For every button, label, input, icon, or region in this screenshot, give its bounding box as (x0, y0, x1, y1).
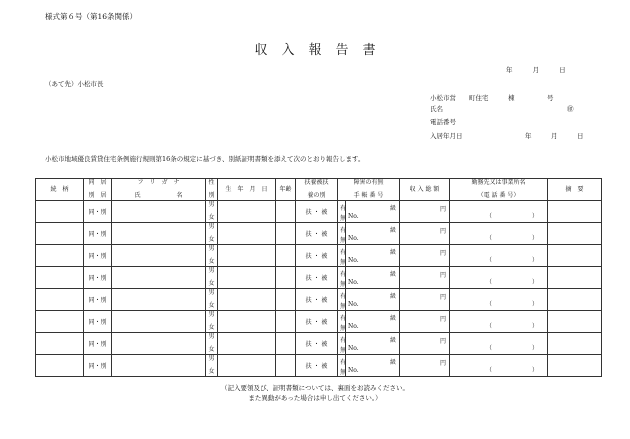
table-row (36, 201, 602, 223)
household-table (35, 178, 602, 377)
name-cell[interactable] (112, 333, 206, 355)
remarks-cell[interactable] (548, 201, 602, 223)
table-row (36, 267, 602, 289)
dob-cell[interactable] (218, 245, 276, 267)
dependent-cell[interactable]: 扶 ・ 被 (296, 311, 338, 333)
relation-cell[interactable] (36, 267, 84, 289)
reporter-address[interactable]: 小松市営 町住宅 棟 号 (430, 94, 554, 102)
cohab-cell[interactable]: 同・別 (84, 267, 112, 289)
income-cell[interactable]: 円 (400, 289, 450, 311)
header-employer: 勤務先又は事業所名 （電 話 番 号） (450, 179, 548, 201)
header-dependent: 扶養被扶 養の別 (296, 179, 338, 201)
employer-cell[interactable]: （ ） (450, 355, 548, 377)
dob-cell[interactable] (218, 267, 276, 289)
seal-mark: ㊞ (567, 105, 574, 113)
header-dob: 生 年 月 日 (218, 179, 276, 201)
remarks-cell[interactable] (548, 355, 602, 377)
employer-cell[interactable]: （ ） (450, 245, 548, 267)
age-cell[interactable] (276, 355, 296, 377)
table-row (36, 355, 602, 377)
disability-cell[interactable]: 有 級 無 No. (338, 245, 400, 267)
dob-cell[interactable] (218, 311, 276, 333)
dependent-cell[interactable]: 扶 ・ 被 (296, 245, 338, 267)
dependent-cell[interactable]: 扶 ・ 被 (296, 201, 338, 223)
disability-cell[interactable]: 有 級 無 No. (338, 311, 400, 333)
relation-cell[interactable] (36, 355, 84, 377)
dob-cell[interactable] (218, 333, 276, 355)
dob-cell[interactable] (218, 355, 276, 377)
addressee: （あて先）小松市長 (45, 80, 104, 88)
cohab-cell[interactable]: 同・別 (84, 333, 112, 355)
header-relation: 続 柄 (36, 179, 84, 201)
remarks-cell[interactable] (548, 223, 602, 245)
relation-cell[interactable] (36, 289, 84, 311)
name-cell[interactable] (112, 245, 206, 267)
income-cell[interactable]: 円 (400, 355, 450, 377)
employer-cell[interactable]: （ ） (450, 289, 548, 311)
dependent-cell[interactable]: 扶 ・ 被 (296, 355, 338, 377)
cohab-cell[interactable]: 同・別 (84, 201, 112, 223)
sex-cell[interactable]: 男 女 (206, 267, 218, 289)
disability-cell[interactable]: 有 級 無 No. (338, 267, 400, 289)
table-header-row (36, 179, 602, 201)
intro-text: 小松市地域優良賃貸住宅条例施行規則第16条の規定に基づき、別紙証明書類を添えて次のとおり報告します。 (45, 155, 365, 163)
employer-cell[interactable]: （ ） (450, 333, 548, 355)
income-cell[interactable]: 円 (400, 223, 450, 245)
name-cell[interactable] (112, 311, 206, 333)
disability-cell[interactable]: 有 級 無 No. (338, 289, 400, 311)
relation-cell[interactable] (36, 333, 84, 355)
reporter-phone-label: 電話番号 (430, 118, 456, 126)
form-number: 様式第６号（第16条関係） (45, 12, 138, 21)
remarks-cell[interactable] (548, 245, 602, 267)
dob-cell[interactable] (218, 201, 276, 223)
move-in-label: 入居年月日 (430, 132, 463, 140)
age-cell[interactable] (276, 223, 296, 245)
header-sex: 性 別 (206, 179, 218, 201)
remarks-cell[interactable] (548, 333, 602, 355)
page-title: 収入報告書 (254, 43, 390, 58)
relation-cell[interactable] (36, 311, 84, 333)
cohab-cell[interactable]: 同・別 (84, 355, 112, 377)
employer-cell[interactable]: （ ） (450, 267, 548, 289)
employer-cell[interactable]: （ ） (450, 223, 548, 245)
cohab-cell[interactable]: 同・別 (84, 289, 112, 311)
relation-cell[interactable] (36, 201, 84, 223)
name-cell[interactable] (112, 201, 206, 223)
disability-cell[interactable]: 有 級 無 No. (338, 333, 400, 355)
cohab-cell[interactable]: 同・別 (84, 311, 112, 333)
income-cell[interactable]: 円 (400, 333, 450, 355)
reporter-name-label: 氏名 (430, 105, 443, 113)
footer-note-2: また異動があった場合は申し出てください。） (248, 394, 382, 402)
dependent-cell[interactable]: 扶 ・ 被 (296, 289, 338, 311)
relation-cell[interactable] (36, 245, 84, 267)
table-row (36, 333, 602, 355)
table-row (36, 223, 602, 245)
footer-note-1: （記入要領及び、証明書類については、裏面をお読みください。 (220, 384, 410, 392)
sex-cell[interactable]: 男 女 (206, 333, 218, 355)
header-income: 収 入 総 額 (400, 179, 450, 201)
sex-cell[interactable]: 男 女 (206, 289, 218, 311)
sex-cell[interactable]: 男 女 (206, 201, 218, 223)
header-disability: 障害の有無 手 帳 番 号 (338, 179, 400, 201)
dependent-cell[interactable]: 扶 ・ 被 (296, 333, 338, 355)
age-cell[interactable] (276, 333, 296, 355)
relation-cell[interactable] (36, 223, 84, 245)
age-cell[interactable] (276, 311, 296, 333)
income-cell[interactable]: 円 (400, 267, 450, 289)
header-age: 年齢 (276, 179, 296, 201)
cohab-cell[interactable]: 同・別 (84, 245, 112, 267)
income-cell[interactable]: 円 (400, 311, 450, 333)
dob-cell[interactable] (218, 289, 276, 311)
table-row (36, 311, 602, 333)
dependent-cell[interactable]: 扶 ・ 被 (296, 267, 338, 289)
remarks-cell[interactable] (548, 311, 602, 333)
income-cell[interactable]: 円 (400, 245, 450, 267)
employer-cell[interactable]: （ ） (450, 201, 548, 223)
income-cell[interactable]: 円 (400, 201, 450, 223)
age-cell[interactable] (276, 245, 296, 267)
table-row (36, 245, 602, 267)
sex-cell[interactable]: 男 女 (206, 223, 218, 245)
table-row (36, 289, 602, 311)
age-cell[interactable] (276, 201, 296, 223)
header-remarks: 摘 要 (548, 179, 602, 201)
name-cell[interactable] (112, 289, 206, 311)
sex-cell[interactable]: 男 女 (206, 245, 218, 267)
name-cell[interactable] (112, 267, 206, 289)
disability-cell[interactable]: 有 級 無 No. (338, 201, 400, 223)
age-cell[interactable] (276, 267, 296, 289)
header-cohab: 同 居 別 居 (84, 179, 112, 201)
dependent-cell[interactable]: 扶 ・ 被 (296, 223, 338, 245)
sex-cell[interactable]: 男 女 (206, 355, 218, 377)
header-name: フ リ ガ ナ 氏 名 (112, 179, 206, 201)
remarks-cell[interactable] (548, 289, 602, 311)
remarks-cell[interactable] (548, 267, 602, 289)
name-cell[interactable] (112, 355, 206, 377)
disability-cell[interactable]: 有 級 無 No. (338, 355, 400, 377)
disability-cell[interactable]: 有 級 無 No. (338, 223, 400, 245)
age-cell[interactable] (276, 289, 296, 311)
dob-cell[interactable] (218, 223, 276, 245)
move-in-date[interactable]: 年 月 日 (525, 132, 584, 140)
sex-cell[interactable]: 男 女 (206, 311, 218, 333)
employer-cell[interactable]: （ ） (450, 311, 548, 333)
name-cell[interactable] (112, 223, 206, 245)
report-date[interactable]: 年 月 日 (506, 66, 566, 74)
cohab-cell[interactable]: 同・別 (84, 223, 112, 245)
